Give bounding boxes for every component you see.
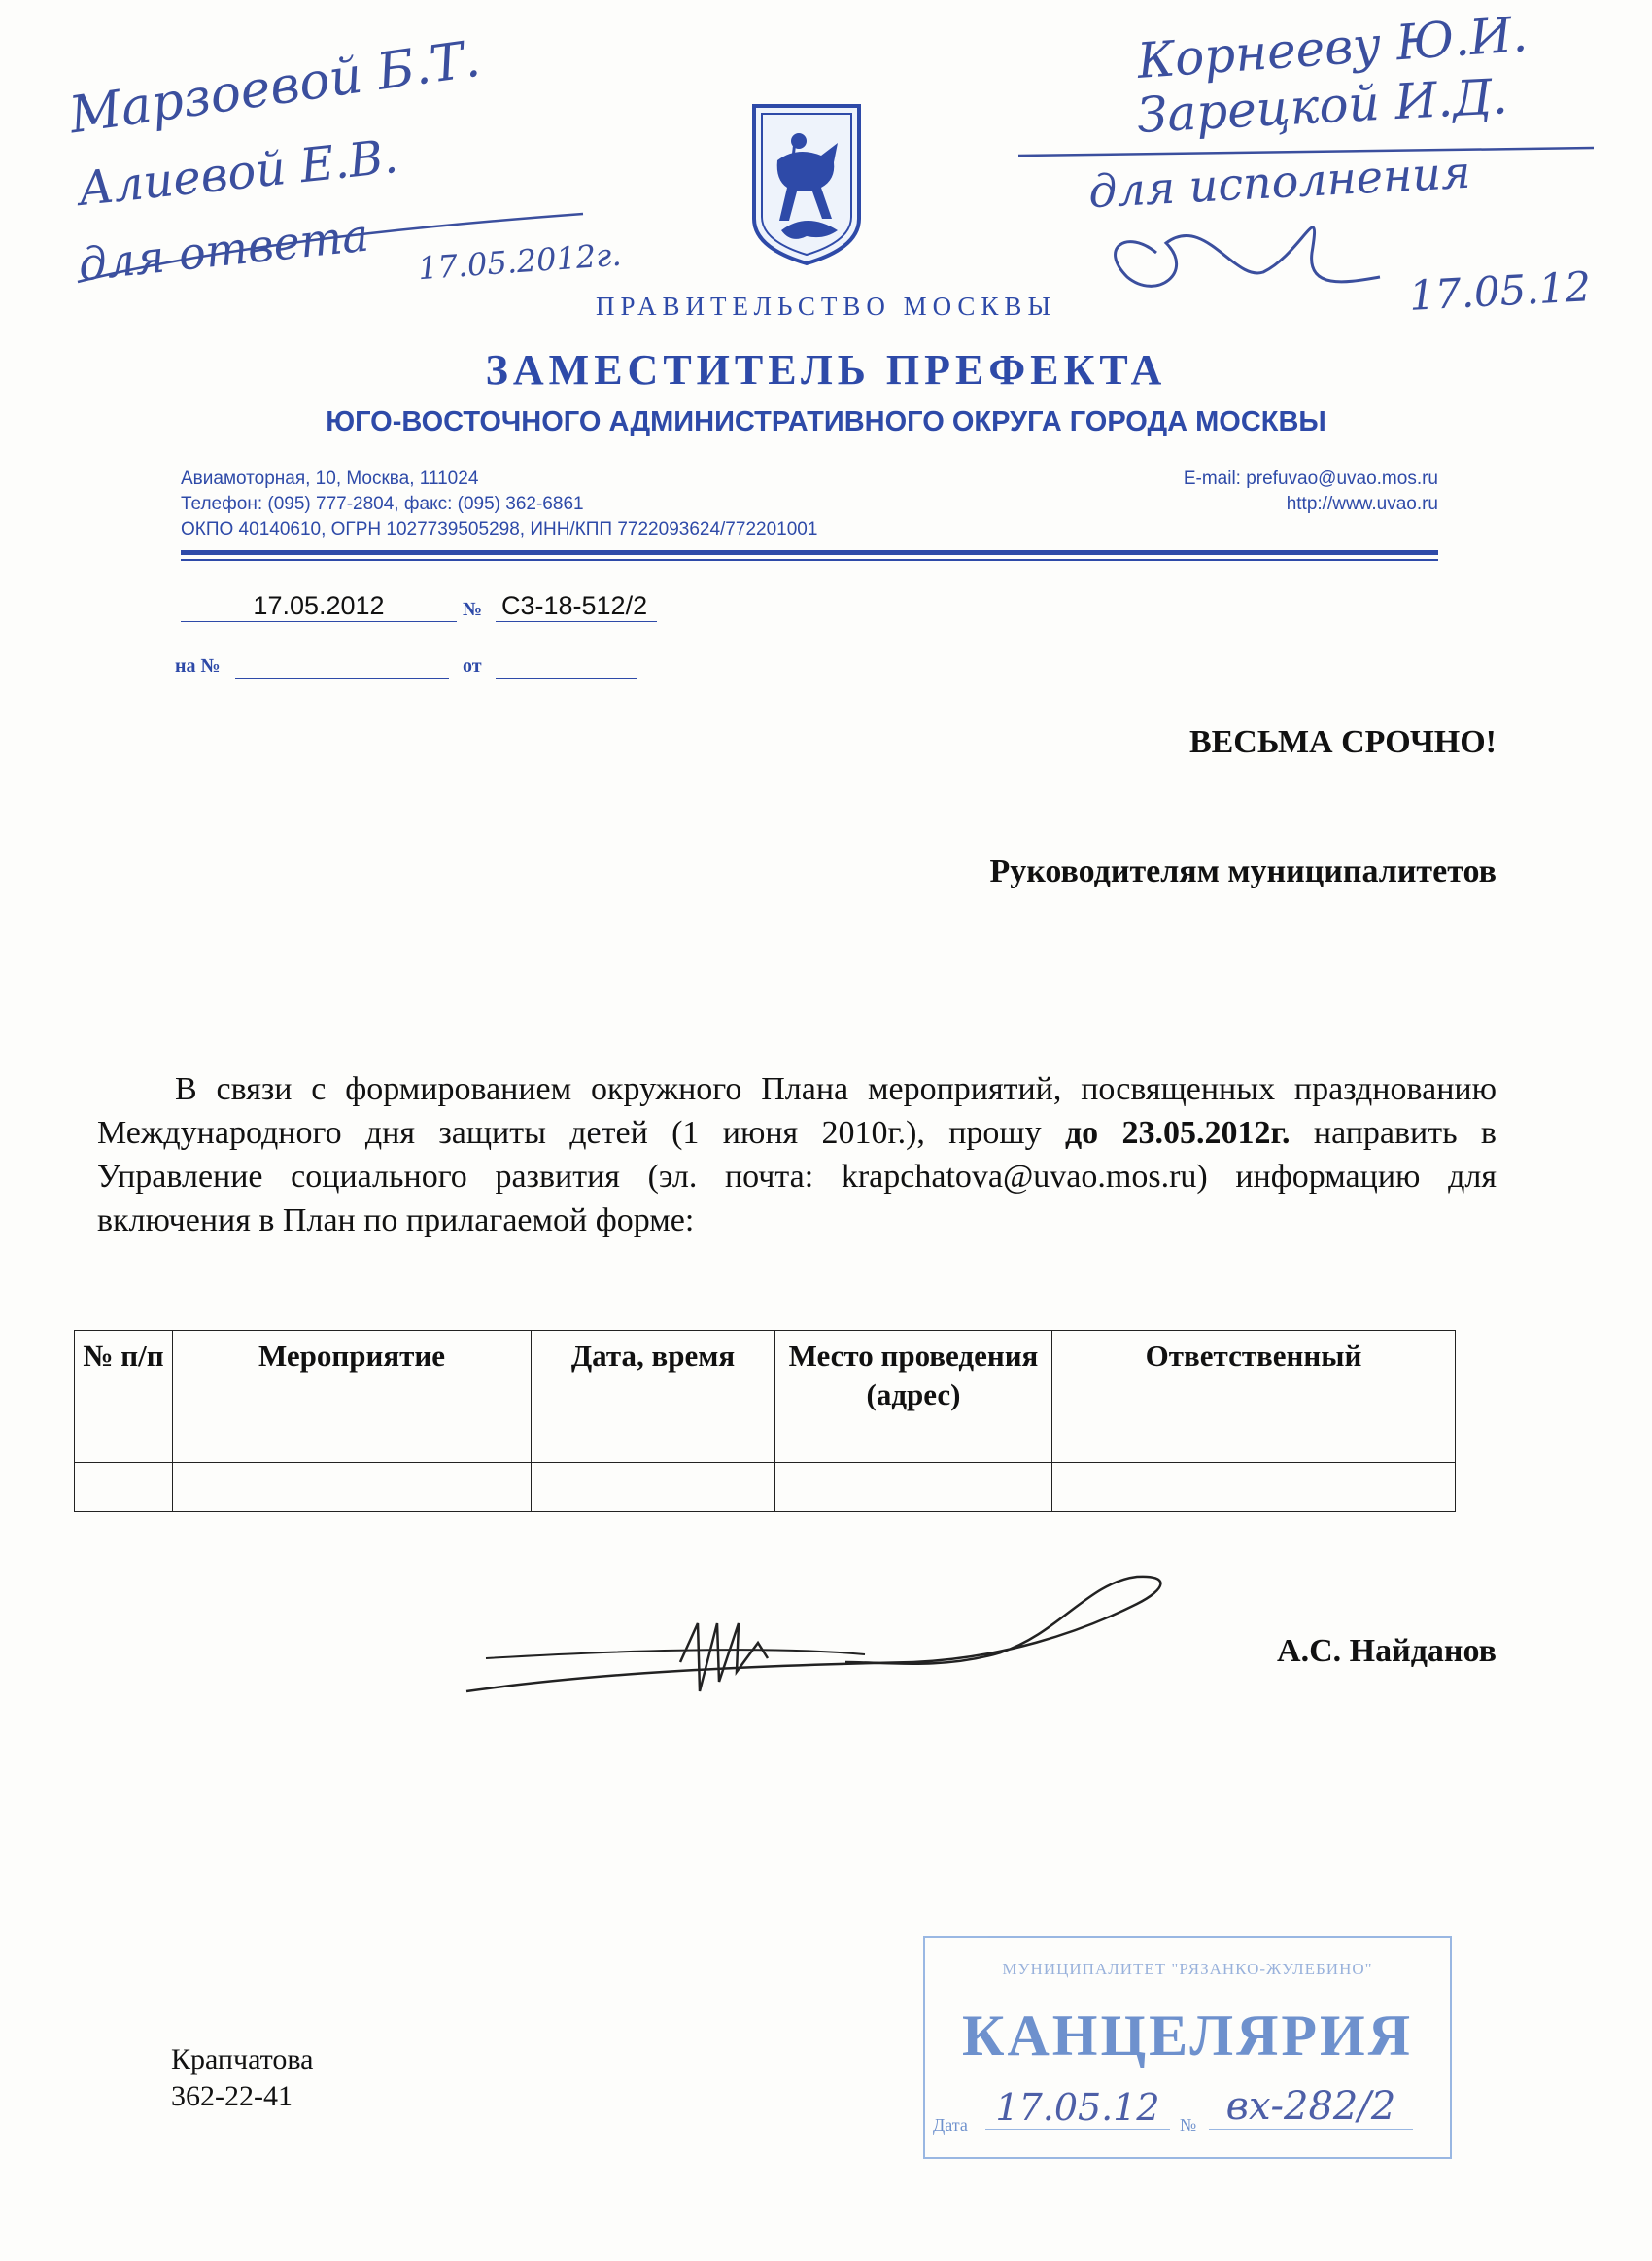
codes-text: ОКПО 40140610, ОГРН 1027739505298, ИНН/КПП 7722093624/772201001 xyxy=(181,519,818,539)
address-text: Авиамоторная, 10, Москва, 111024 xyxy=(181,469,479,489)
stamp-office: КАНЦЕЛЯРИЯ xyxy=(961,2003,1414,2068)
col-datetime: Дата, время xyxy=(532,1331,775,1463)
contact-left xyxy=(181,467,958,542)
resolution-right-line3: для исполнения xyxy=(1086,145,1472,219)
table-cell xyxy=(173,1463,532,1512)
table-row xyxy=(75,1463,1456,1512)
body-part2: направить в Управление социального развития (эл. почта: krapchatova@uvao.mos.ru) информацию для включения в План по прилагаемой форме: xyxy=(97,1115,1497,1238)
table-header-row xyxy=(75,1331,1456,1463)
government-name: ПРАВИТЕЛЬСТВО МОСКВЫ xyxy=(595,292,1056,321)
outgoing-number: С3-18-512/2 xyxy=(496,591,657,622)
plan-form-table xyxy=(74,1330,1456,1512)
table-cell xyxy=(532,1463,775,1512)
resolution-left-line1: Марзоевой Б.Т. xyxy=(65,29,484,146)
signature xyxy=(457,1565,1195,1711)
resolution-right-line1: Корнееву Ю.И. xyxy=(1135,6,1530,89)
stamp-number-label: № xyxy=(1180,2115,1197,2135)
email-text: E-mail: prefuvao@uvao.mos.ru xyxy=(1183,469,1438,489)
resolution-left-line3: для ответа xyxy=(75,208,371,292)
col-responsible: Ответственный xyxy=(1052,1331,1456,1463)
stamp-date-label: Дата xyxy=(933,2115,968,2135)
registration-block xyxy=(175,591,875,688)
resolution-left-date: 17.05.2012г. xyxy=(416,235,623,288)
website-text: http://www.uvao.ru xyxy=(1286,494,1438,514)
registration-stamp xyxy=(923,1936,1452,2159)
table-cell xyxy=(1052,1463,1456,1512)
stamp-number: вх-282/2 xyxy=(1209,2084,1413,2130)
resolution-left-strokes xyxy=(58,39,602,292)
resolution-right-line2: Зарецкой И.Д. xyxy=(1135,68,1509,144)
from-label: от xyxy=(463,655,482,677)
phone-text: Телефон: (095) 777-2804, факс: (095) 362-6861 xyxy=(181,494,584,514)
deadline: до 23.05.2012г. xyxy=(1064,1115,1291,1151)
reply-date-line xyxy=(496,678,637,679)
stamp-org: МУНИЦИПАЛИТЕТ "РЯЗАНКО-ЖУЛЕБИНО" xyxy=(1002,1960,1373,1978)
resolution-left-line2: Алиевой Е.В. xyxy=(75,128,401,218)
urgency-label: ВЕСЬМА СРОЧНО! xyxy=(1188,724,1497,760)
executor-name: Крапчатова xyxy=(171,2043,314,2075)
office-subtitle: ЮГО-ВОСТОЧНОГО АДМИНИСТРАТИВНОГО ОКРУГА ГОРОДА МОСКВЫ xyxy=(326,406,1326,437)
addressee: Руководителям муниципалитетов xyxy=(989,853,1497,889)
body-paragraph xyxy=(97,1067,1497,1242)
letterhead-rule-thin xyxy=(181,559,1438,561)
office-title: ЗАМЕСТИТЕЛЬ ПРЕФЕКТА xyxy=(485,346,1167,394)
outgoing-date: 17.05.2012 xyxy=(181,591,457,622)
resolution-right-date: 17.05.12 xyxy=(1407,262,1593,320)
coat-of-arms-emblem xyxy=(748,102,865,267)
executor-phone: 362-22-41 xyxy=(171,2080,293,2112)
col-number: № п/п xyxy=(75,1331,173,1463)
reply-label: на № xyxy=(175,655,221,677)
number-label: № xyxy=(463,599,483,620)
col-event: Мероприятие xyxy=(173,1331,532,1463)
signer-name: А.С. Найданов xyxy=(1277,1633,1497,1669)
table-cell xyxy=(75,1463,173,1512)
table-cell xyxy=(775,1463,1052,1512)
contact-right xyxy=(972,467,1438,517)
letterhead-rule xyxy=(181,550,1438,555)
stamp-date: 17.05.12 xyxy=(985,2086,1170,2130)
body-part1: В связи с формированием окружного Плана мероприятий, посвященных празднованию Международного дня защиты детей (1 июня 2010г.), прошу xyxy=(97,1071,1497,1151)
col-place: Место проведения (адрес) xyxy=(775,1331,1052,1463)
executor-block xyxy=(171,2041,313,2115)
reply-number-line xyxy=(235,678,449,679)
